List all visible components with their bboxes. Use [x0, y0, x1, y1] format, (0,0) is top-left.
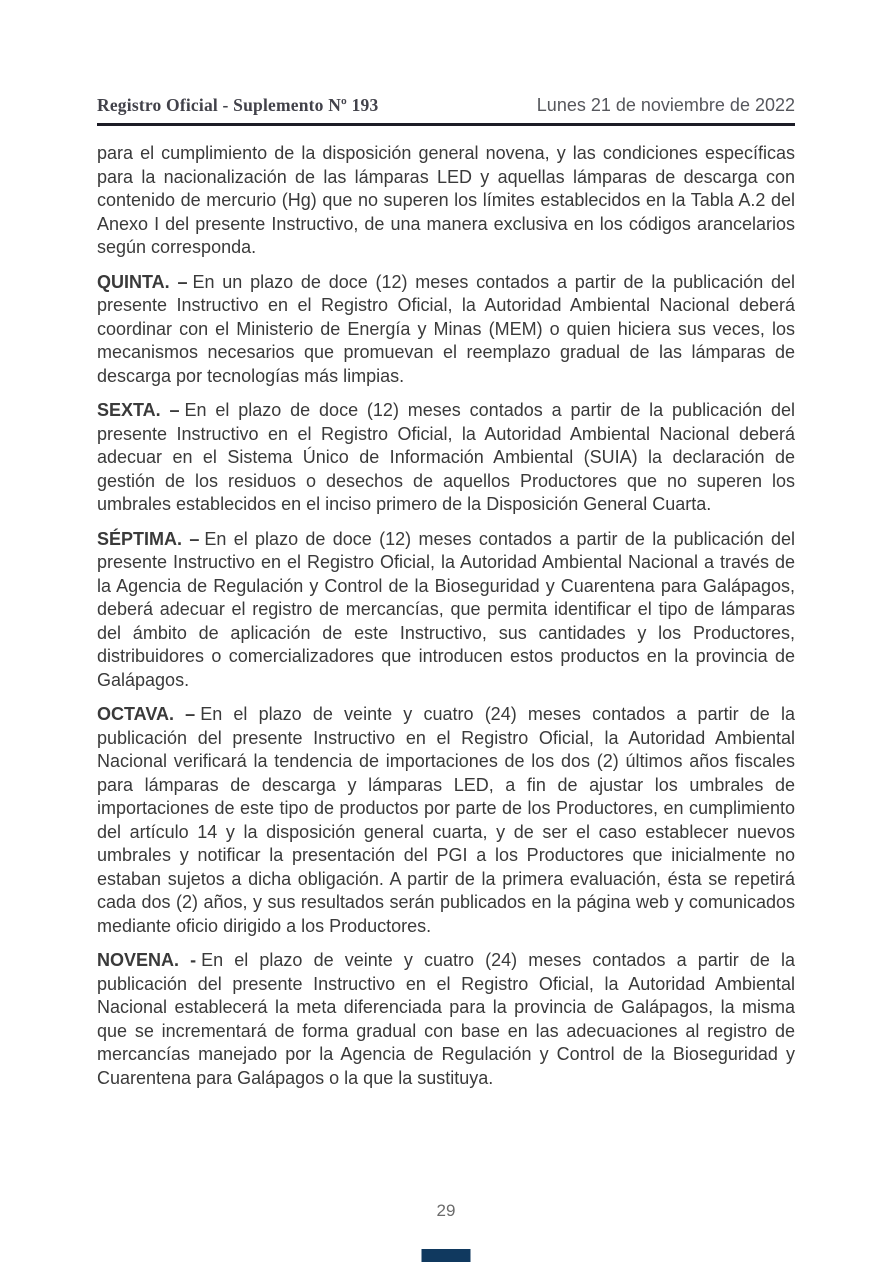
publication-title: Registro Oficial - Suplemento Nº 193	[97, 95, 379, 115]
paragraph-continuation	[97, 142, 795, 260]
paragraph-text: En el plazo de doce (12) meses contados a partir de la publicación del presente Instructivo en el Registro Oficial, la Autoridad Ambiental Nacional a través de la Agencia de Regulación y Control de la Bioseguridad y Cuarentena para Galápagos, deberá adecuar el registro de mercancías, que permita identificar el tipo de lámparas del ámbito de aplicación de este Instructivo, sus cantidades y los Productores, distribuidores o comercializadores que introducen estos productos en la provincia de Galápagos.	[97, 528, 795, 690]
paragraph-label: QUINTA. –	[97, 271, 188, 292]
paragraph-label: NOVENA. -	[97, 950, 197, 970]
paragraph-quinta	[97, 271, 795, 389]
document-body	[97, 142, 795, 1101]
page-header	[97, 95, 795, 116]
bookmark-tab-rect	[422, 1249, 471, 1262]
publication-date: Lunes 21 de noviembre de 2022	[536, 95, 795, 115]
page-number: 29	[436, 1201, 456, 1220]
paragraph-octava	[97, 703, 795, 938]
paragraph-text: para el cumplimiento de la disposición general novena, y las condiciones específicas para la nacionalización de las lámparas LED y aquellas lámparas de descarga con contenido de mercurio (Hg) que no superen los límites establecidos en la Tabla A.2 del Anexo I del presente Instructivo, de una manera exclusiva en los códigos arancelarios según corresponda.	[97, 143, 795, 257]
paragraph-novena	[97, 949, 795, 1090]
paragraph-label: OCTAVA. –	[97, 704, 196, 724]
header-rule	[97, 123, 795, 126]
paragraph-sexta	[97, 399, 795, 517]
paragraph-septima	[97, 528, 795, 693]
paragraph-text: En el plazo de doce (12) meses contados a partir de la publicación del presente Instructivo en el Registro Oficial, la Autoridad Ambiental Nacional deberá adecuar en el Sistema Único de Información Ambiental (SUIA) la declaración de gestión de los residuos o desechos de aquellos Productores que no superen los umbrales establecidos en el inciso primero de la Disposición General Cuarta.	[97, 400, 795, 514]
paragraph-text: En el plazo de veinte y cuatro (24) meses contados a partir de la publicación del presente Instructivo en el Registro Oficial, la Autoridad Ambiental Nacional establecerá la meta diferenciada para la provincia de Galápagos, la misma que se incrementará de forma gradual con base en las adecuaciones al registro de mercancías manejado por la Agencia de Regulación y Control de la Bioseguridad y Cuarentena para Galápagos o la que la sustituya.	[97, 950, 795, 1088]
paragraph-text: En un plazo de doce (12) meses contados a partir de la publicación del presente Instructivo en el Registro Oficial, la Autoridad Ambiental Nacional deberá coordinar con el Ministerio de Energía y Minas (MEM) o quien hiciera sus veces, los mecanismos necesarios que promuevan el reemplazo gradual de las lámparas de descarga por tecnologías más limpias.	[97, 271, 796, 386]
paragraph-label: SEXTA. –	[97, 400, 180, 420]
paragraph-text: En el plazo de veinte y cuatro (24) meses contados a partir de la publicación del presente Instructivo en el Registro Oficial, la Autoridad Ambiental Nacional verificará la tendencia de importaciones de los dos (2) últimos años fiscales para lámparas de descarga y lámparas LED, a fin de ajustar los umbrales de importaciones de este tipo de productos por parte de los Productores, en cumplimiento del artículo 14 y la disposición general cuarta, y de ser el caso establecer nuevos umbrales y notificar la presentación del PGI a los Productores que inicialmente no estaban sujetos a dicha obligación. A partir de la primera evaluación, ésta se repetirá cada dos (2) años, y sus resultados serán publicados en la página web y comunicados mediante oficio dirigido a los Productores.	[97, 704, 795, 936]
paragraph-label: SÉPTIMA. –	[97, 528, 200, 549]
